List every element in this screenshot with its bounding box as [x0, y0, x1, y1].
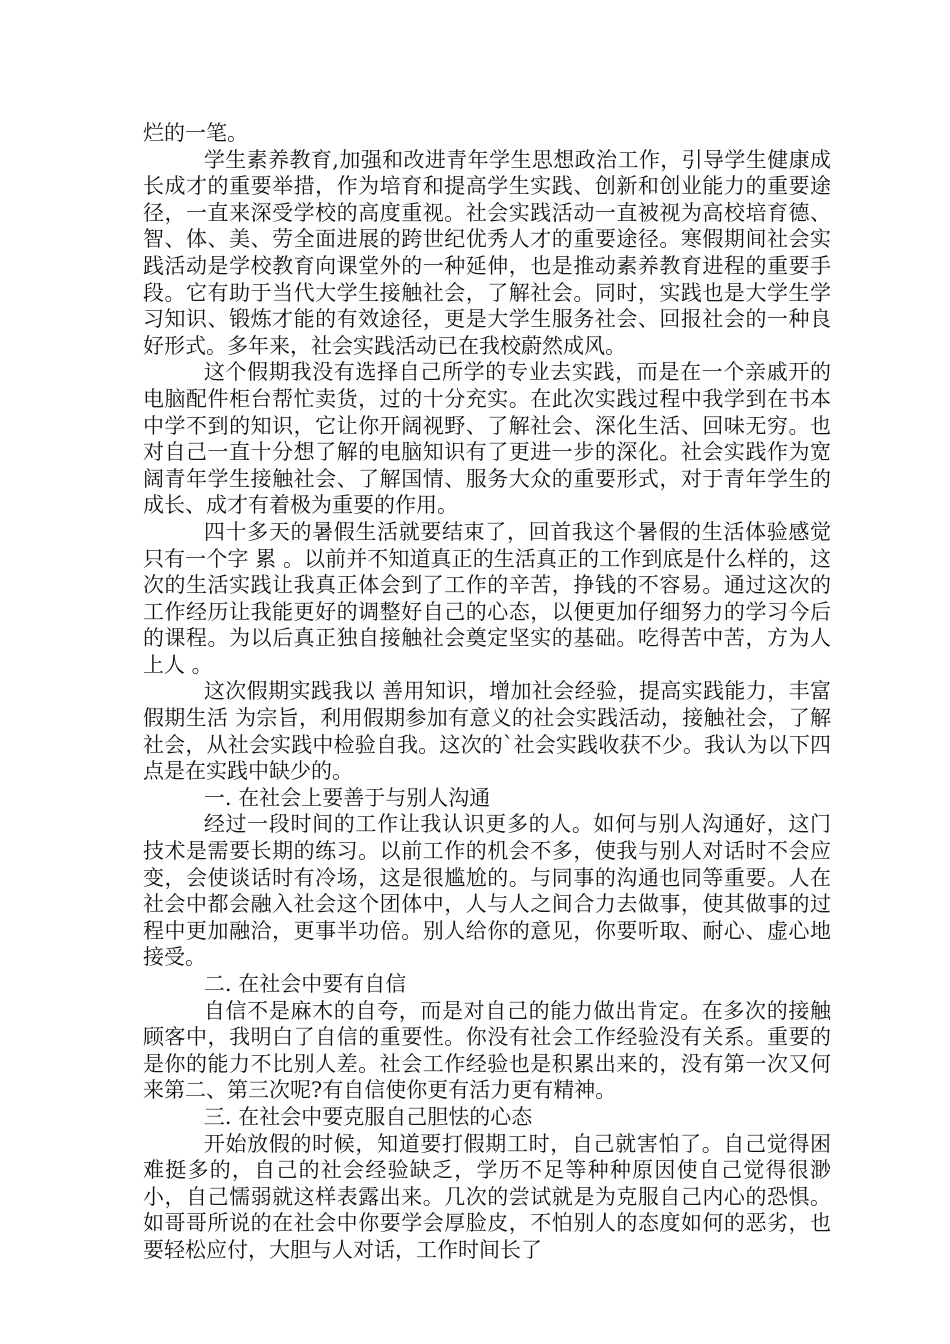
paragraph-confidence: 自信不是麻木的自夸，而是对自己的能力做出肯定。在多次的接触顾客中，我明白了自信的重要性。你没有社会工作经验没有关系。重要的是你的能力不比别人差。社会工作经验也是积累出来的，没有第一次又何来第二、第三次呢?有自信使你更有活力更有精神。: [143, 998, 831, 1103]
paragraph-practice-purpose: 这次假期实践我以 善用知识，增加社会经验，提高实践能力，丰富假期生活 为宗旨，利用假期参加有意义的社会实践活动，接触社会，了解社会，从社会实践中检验自我。这次的`社会实践收获不少。我认为以下四点是在实践中缺少的。: [143, 679, 831, 784]
section-heading-confidence: 二. 在社会中要有自信: [203, 972, 407, 996]
paragraph-overcome-timidity: 开始放假的时候，知道要打假期工时，自己就害怕了。自己觉得困难挺多的，自己的社会经验缺乏，学历不足等种种原因使自己觉得很渺小，自己懦弱就这样表露出来。几次的尝试就是为克服自己内心的恐惧。如哥哥所说的在社会中你要学会厚脸皮，不怕别人的态度如何的恶劣，也要轻松应付，大胆与人对话，工作时间长了: [143, 1131, 831, 1262]
paragraph-holiday-practice: 这个假期我没有选择自己所学的专业去实践，而是在一个亲戚开的电脑配件柜台帮忙卖货，过的十分充实。在此次实践过程中我学到在书本中学不到的知识，它让你开阔视野、了解社会、深化生活、回味无穷。也对自己一直十分想了解的电脑知识有了更进一步的深化。社会实践作为宽阔青年学生接触社会、了解国情、服务大众的重要形式，对于青年学生的成长、成才有着极为重要的作用。: [143, 360, 831, 518]
paragraph-quality-education: 学生素养教育,加强和改进青年学生思想政治工作，引导学生健康成长成才的重要举措，作为培育和提高学生实践、创新和创业能力的重要途径，一直来深受学校的高度重视。社会实践活动一直被视为高校培育德、智、体、美、劳全面进展的跨世纪优秀人才的重要途径。寒假期间社会实践活动是学校教育向课堂外的一种延伸，也是推动素养教育进程的重要手段。它有助于当代大学生接触社会，了解社会。同时，实践也是大学生学习知识、锻炼才能的有效途径，更是大学生服务社会、回报社会的一种良好形式。多年来，社会实践活动已在我校蔚然成风。: [143, 147, 831, 358]
document-page: [143, 120, 831, 1264]
section-heading-overcome-timidity: 三. 在社会中要克服自己胆怯的心态: [203, 1104, 533, 1129]
section-heading-communication: 一. 在社会上要善于与别人沟通: [203, 785, 491, 810]
paragraph-communication: 经过一段时间的工作让我认识更多的人。如何与别人沟通好，这门技术是需要长期的练习。以前工作的机会不多，使我与别人对话时不会应变，会使谈话时有冷场，这是很尴尬的。与同事的沟通也同等重要。人在社会中都会融入社会这个团体中，人与人之间合力去做事，使其做事的过程中更加融洽，更事半功倍。别人给你的意见，你要听取、耐心、虚心地接受。: [143, 812, 831, 970]
paragraph-continuation: 烂的一笔。: [143, 121, 248, 145]
paragraph-summer-experience: 四十多天的暑假生活就要结束了，回首我这个暑假的生活体验感觉只有一个字 累 。以前并不知道真正的生活真正的工作到底是什么样的，这次的生活实践让我真正体会到了工作的辛苦，挣钱的不容易。通过这次的工作经历让我能更好的调整好自己的心态，以便更加仔细努力的学习今后的课程。为以后真正独自接触社会奠定坚实的基础。吃得苦中苦，方为人上人 。: [143, 519, 831, 677]
